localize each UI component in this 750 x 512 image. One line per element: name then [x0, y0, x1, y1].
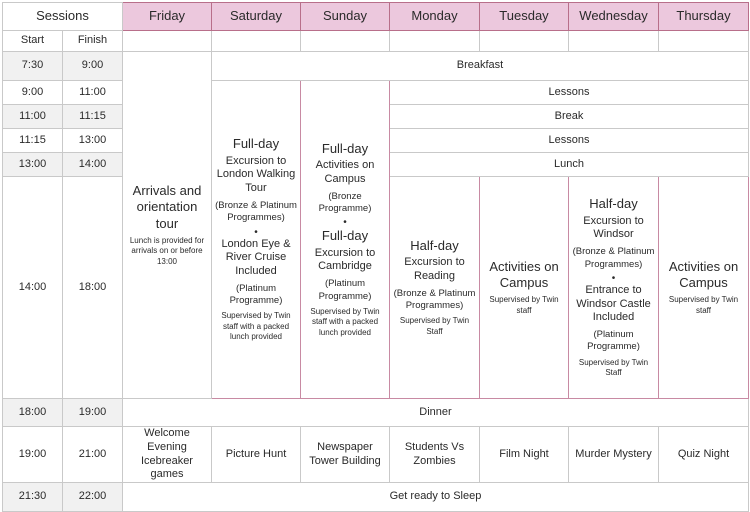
lessons-cell: Lessons: [390, 129, 749, 153]
sessions-header: Sessions: [3, 3, 123, 31]
evening-friday: Welcome Evening Icebreaker games: [123, 427, 212, 483]
lunch-cell: Lunch: [390, 153, 749, 177]
day-header-wednesday: Wednesday: [569, 3, 659, 31]
sunday-activity-2: Excursion to Cambridge: [314, 246, 376, 273]
row-breakfast: [3, 52, 749, 81]
start-time: 21:30: [3, 483, 63, 512]
tuesday-title: Activities on Campus: [489, 258, 559, 291]
break-cell: Break: [390, 105, 749, 129]
bullet-dot: •: [254, 226, 258, 238]
tuesday-note: Supervised by Twin staff: [489, 295, 559, 315]
start-time: 13:00: [3, 153, 63, 177]
evening-wednesday: Murder Mystery: [569, 427, 659, 483]
lessons-cell: Lessons: [390, 81, 749, 105]
start-time: 9:00: [3, 81, 63, 105]
sunday-title-2: Full-day: [321, 228, 369, 244]
saturday-programme-1: (Bronze & Platinum Programmes): [215, 199, 297, 224]
breakfast-cell: Breakfast: [212, 52, 749, 81]
sunday-programme-2: (Platinum Programme): [318, 278, 372, 302]
friday-note: Lunch is provided for arrivals on or before 13:00: [129, 235, 205, 266]
friday-title: Arrivals and orientation tour: [132, 183, 202, 231]
evening-saturday: Picture Hunt: [212, 427, 301, 483]
monday-activity-cell: [390, 177, 480, 399]
start-time: 18:00: [3, 399, 63, 427]
thursday-note: Supervised by Twin staff: [668, 295, 739, 315]
sleep-cell: Get ready to Sleep: [123, 483, 749, 512]
wednesday-activity-cell: [569, 177, 659, 399]
saturday-title: Full-day: [232, 136, 280, 152]
sunday-activity-1: Activities on Campus: [315, 159, 375, 185]
saturday-note: Supervised by Twin staff with a packed lunch provided: [221, 311, 291, 342]
finish-time: 11:15: [63, 105, 123, 129]
saturday-activity-cell: [212, 81, 301, 399]
dinner-cell: Dinner: [123, 399, 749, 427]
finish-time: 11:00: [63, 81, 123, 105]
row-sleep: [3, 483, 749, 512]
bullet-dot: •: [343, 217, 347, 229]
finish-time: 14:00: [63, 153, 123, 177]
day-header-saturday: Saturday: [212, 3, 301, 31]
wednesday-programme-1: (Bronze & Platinum Programmes): [572, 246, 655, 270]
row-dinner: [3, 399, 749, 427]
day-header-sunday: Sunday: [301, 3, 390, 31]
monday-note: Supervised by Twin Staff: [399, 316, 470, 336]
sunday-note: Supervised by Twin staff with a packed lunch provided: [310, 306, 380, 337]
sunday-programme-1: (Bronze Programme): [318, 190, 372, 215]
row-lessons-1: [3, 81, 749, 105]
start-time: 19:00: [3, 427, 63, 483]
start-time: 11:00: [3, 105, 63, 129]
start-time: 14:00: [3, 177, 63, 399]
evening-monday: Students Vs Zombies: [390, 427, 480, 483]
row-evening: [3, 427, 749, 483]
thursday-title: Activities on Campus: [668, 258, 739, 291]
sunday-title-1: Full-day: [321, 140, 369, 156]
start-header: Start: [3, 31, 63, 52]
day-header-monday: Monday: [390, 3, 480, 31]
wednesday-title: Half-day: [589, 196, 638, 212]
finish-time: 21:00: [63, 427, 123, 483]
start-time: 7:30: [3, 52, 63, 81]
finish-time: 22:00: [63, 483, 123, 512]
start-time: 11:15: [3, 129, 63, 153]
start-finish-row: [3, 31, 749, 52]
saturday-activity: Excursion to London Walking Tour: [216, 154, 296, 195]
monday-programme: (Bronze & Platinum Programmes): [393, 287, 476, 311]
header-row: [3, 3, 749, 31]
day-header-thursday: Thursday: [659, 3, 749, 31]
wednesday-note: Supervised by Twin Staff: [578, 357, 649, 378]
thursday-activity-cell: [659, 177, 749, 399]
day-header-friday: Friday: [123, 3, 212, 31]
monday-activity: Excursion to Reading: [404, 256, 465, 282]
day-header-tuesday: Tuesday: [480, 3, 569, 31]
finish-time: 18:00: [63, 177, 123, 399]
evening-thursday: Quiz Night: [659, 427, 749, 483]
finish-time: 9:00: [63, 52, 123, 81]
sunday-activity-cell: [301, 81, 390, 399]
wednesday-activity: Excursion to Windsor: [583, 214, 644, 241]
saturday-activity-2: London Eye & River Cruise Included: [221, 237, 291, 278]
friday-arrivals-cell: [123, 52, 212, 399]
monday-title: Half-day: [410, 237, 459, 253]
finish-time: 19:00: [63, 399, 123, 427]
saturday-programme-2: (Platinum Programme): [229, 282, 283, 307]
bullet-dot: •: [611, 272, 616, 284]
wednesday-programme-2: (Platinum Programme): [587, 329, 640, 353]
evening-tuesday: Film Night: [480, 427, 569, 483]
finish-header: Finish: [63, 31, 123, 52]
finish-time: 13:00: [63, 129, 123, 153]
evening-sunday: Newspaper Tower Building: [301, 427, 390, 483]
wednesday-activity-2: Entrance to Windsor Castle Included: [576, 283, 651, 324]
tuesday-activity-cell: [480, 177, 569, 399]
schedule-table: [2, 2, 749, 512]
